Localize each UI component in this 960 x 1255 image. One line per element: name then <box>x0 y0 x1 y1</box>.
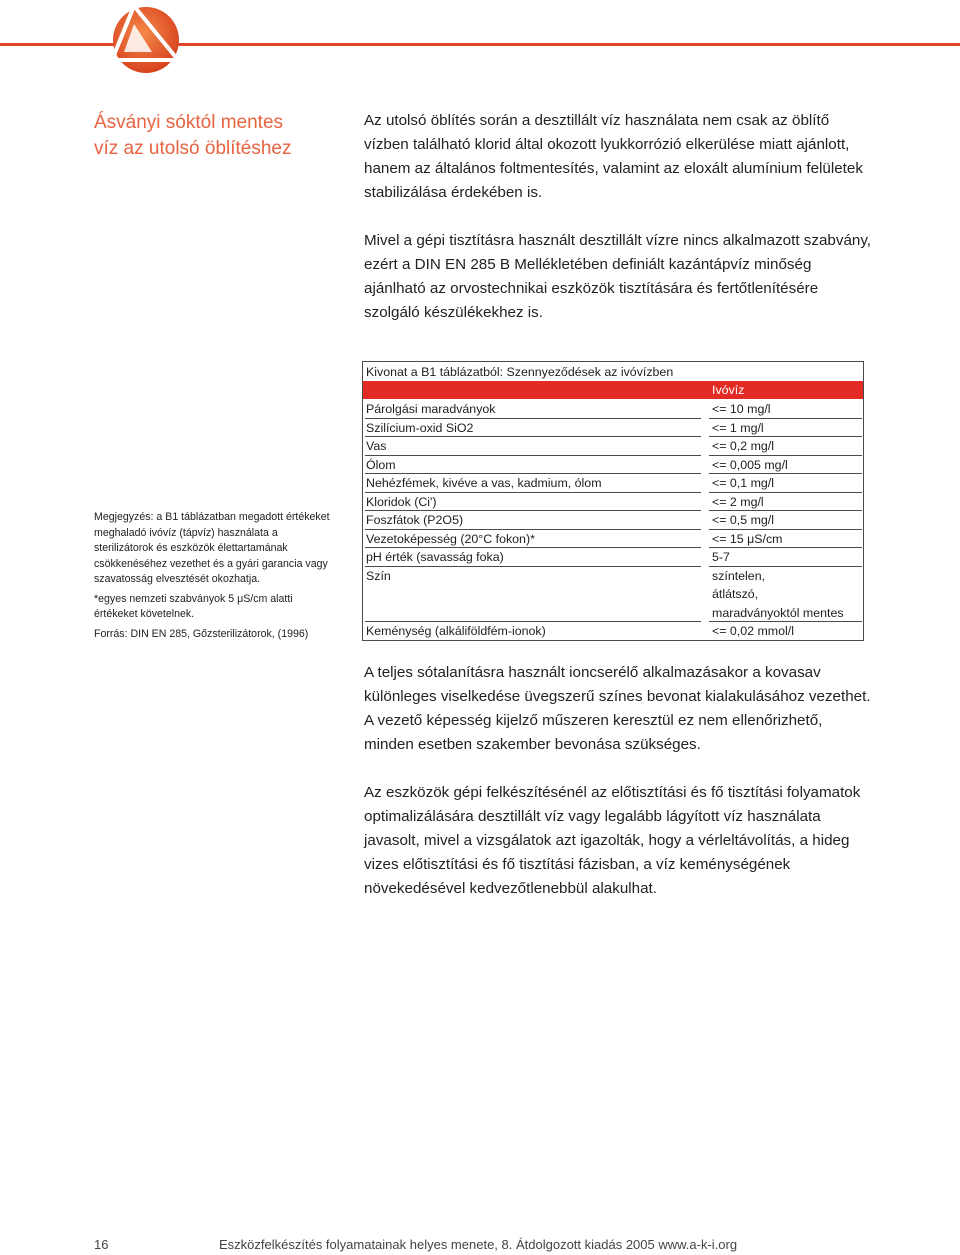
table-cell-value: <= 0,5 mg/l <box>709 511 862 530</box>
table-cell-value: <= 2 mg/l <box>709 493 862 512</box>
paragraph-1 <box>364 109 874 205</box>
table-row <box>363 419 863 438</box>
side-note <box>94 510 332 646</box>
footer-text: Eszközfelkészítés folyamatainak helyes menete, 8. Átdolgozott kiadás 2005 www.a-k-i.org <box>219 1237 738 1252</box>
table-row <box>363 548 863 567</box>
table-cell-param: Nehézfémek, kivéve a vas, kadmium, ólom <box>365 474 701 493</box>
paragraph-3 <box>364 661 874 757</box>
triangle-logo-icon <box>104 2 184 74</box>
table-row <box>363 456 863 475</box>
paragraph-4-text: Az eszközök gépi felkészítésénél az előtisztítási és fő tisztítási folyamatok optimalizálására desztillált víz vagy legalább lágyított víz használata javasolt, mivel a vizsgálatok azt igazolták, hogy a vérleltávolítás, a hideg vizes előtisztítási és fő tisztítási fázisban, a víz keménységének növekedésével kedvezőtlenebbül alakulhat. <box>364 784 861 897</box>
table-cell-value: <= 0,1 mg/l <box>709 474 862 493</box>
paragraph-2-text: Mivel a gépi tisztításra használt desztillált vízre nincs alkalmazott szabvány, ezért a DIN EN 285 B Mellékletében definiált kazántápvíz minőség ajánlható az orvostechnikai eszközök tisztítására és fertőtlenítésére szolgáló készülékekhez is. <box>364 232 872 321</box>
table-cell-param: Foszfátok (P2O5) <box>365 511 701 530</box>
table-cell-value: <= 0,02 mmol/l <box>712 623 794 638</box>
table-row <box>363 622 863 641</box>
table-cell-value-line: átlátszó, <box>712 587 759 601</box>
table-cell-value: <= 10 mg/l <box>709 400 862 419</box>
table-caption: Kivonat a B1 táblázatból: Szennyeződések az ivóvízben <box>366 365 674 379</box>
section-title-line-1: Ásványi sóktól mentes <box>94 112 284 133</box>
table-row <box>363 474 863 493</box>
table-cell-param: Párolgási maradványok <box>365 400 701 419</box>
table-cell-value: <= 0,005 mg/l <box>709 456 862 475</box>
paragraph-1-text: Az utolsó öblítés során a desztillált víz használata nem csak az öblítő vízben található klorid által okozott lyukkorrózió elkerülése miatt ajánlott, hanem az általános foltmentesítés, valamint az eloxált alumínium felületek stabilizálása érdekében is. <box>364 112 863 201</box>
table-cell-value: <= 0,2 mg/l <box>709 437 862 456</box>
table-cell-param: pH érték (savasság foka) <box>365 548 701 567</box>
page-number: 16 <box>94 1237 109 1252</box>
table-cell-value: <= 15 μS/cm <box>709 530 862 549</box>
table-cell-param: Szín <box>365 567 701 623</box>
table-header <box>363 381 863 399</box>
table-cell-value-line: maradványoktól mentes <box>712 605 844 620</box>
table-cell-value-line: színtelen, <box>712 568 766 583</box>
impurities-table <box>362 361 864 641</box>
section-title-line-2: víz az utolsó öblítéshez <box>94 138 292 159</box>
table-cell-param: Ólom <box>365 456 701 475</box>
table-cell-value <box>709 567 862 623</box>
table-row <box>363 400 863 419</box>
note-footnote: *egyes nemzeti szabványok 5 μS/cm alatti értékeket követelnek. <box>94 592 293 620</box>
note-main: Megjegyzés: a B1 táblázatban megadott értékeket meghaladó ivóvíz (tápvíz) használata a sterilizátorok és eszközök élettartamának csökkenéséhez vezethet és a gyári garancia vagy szavatosság elvesztését okozhatja. <box>94 511 330 585</box>
table-row <box>363 511 863 530</box>
table-cell-param: Vas <box>365 437 701 456</box>
table-header-label: Ivóvíz <box>712 383 745 397</box>
table-row <box>363 530 863 549</box>
table-cell-param: Keménység (alkáliföldfém-ionok) <box>366 623 546 638</box>
table-row <box>363 567 863 623</box>
table-cell-param: Vezetoképesség (20°C fokon)* <box>365 530 701 549</box>
table-cell-value: <= 1 mg/l <box>709 419 862 438</box>
paragraph-4 <box>364 781 874 901</box>
paragraph-3-text: A teljes sótalanításra használt ioncserélő alkalmazásakor a kovasav különleges viselkedése üvegszerű színes bevonat kialakulásához vezethet. A vezető képesség kijelző műszeren keresztül ez nem ellenőrizhető, minden esetben szakember bevonása szükséges. <box>364 664 871 753</box>
table-row <box>363 493 863 512</box>
note-source: Forrás: DIN EN 285, Gőzsterilizátorok, (1996) <box>94 627 309 640</box>
table-cell-value: 5-7 <box>709 548 862 567</box>
table-cell-param: Kloridok (Ci') <box>365 493 701 512</box>
table-row <box>363 437 863 456</box>
paragraph-2 <box>364 229 874 325</box>
table-cell-param: Szilícium-oxid SiO2 <box>365 419 701 438</box>
section-title <box>94 110 334 162</box>
